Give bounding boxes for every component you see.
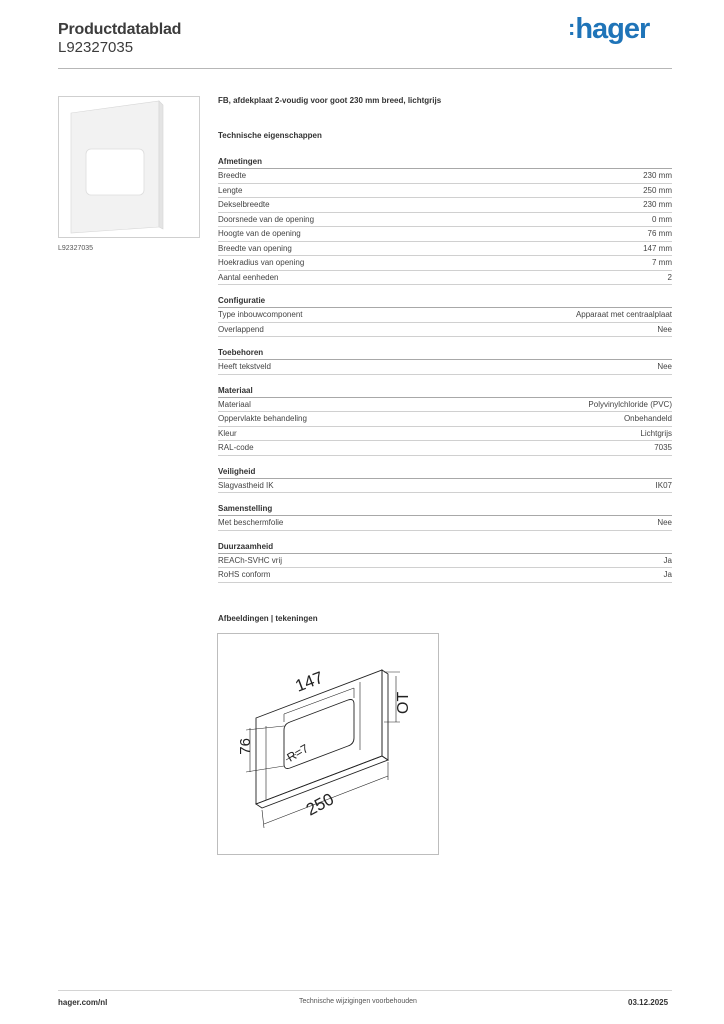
spec-row <box>218 360 672 375</box>
spec-label: Type inbouwcomponent <box>218 310 303 319</box>
spec-value: 0 mm <box>652 214 672 224</box>
spec-row <box>218 554 672 569</box>
spec-row <box>218 412 672 427</box>
spec-section <box>218 347 672 375</box>
dimension-drawing <box>218 634 438 854</box>
spec-value: IK07 <box>655 480 672 490</box>
document-title: Productdatablad <box>58 21 182 38</box>
spec-section-title: Configuratie <box>218 295 672 308</box>
footer-divider <box>58 990 672 991</box>
spec-label: Lengte <box>218 185 243 195</box>
spec-label: Materiaal <box>218 399 251 409</box>
spec-value: Apparaat met centraalplaat <box>575 310 672 319</box>
spec-row <box>218 184 672 199</box>
cover-plate-image <box>59 97 199 237</box>
logo-colon-icon: : <box>568 15 575 40</box>
product-thumbnail <box>58 96 200 238</box>
spec-row <box>218 479 672 494</box>
thumbnail-caption: L92327035 <box>58 245 94 252</box>
spec-value: 76 mm <box>647 229 672 238</box>
logo-text: hager <box>575 13 650 45</box>
spec-label: Heeft tekstveld <box>218 362 271 371</box>
spec-row <box>218 441 672 456</box>
dim-ot-label: OT <box>395 691 412 714</box>
spec-row <box>218 242 672 257</box>
spec-label: Met beschermfolie <box>218 518 284 527</box>
spec-label: Oppervlakte behandeling <box>218 414 307 423</box>
footer-disclaimer: Technische wijzigingen voorbehouden <box>299 998 417 1005</box>
footer-website-link[interactable]: hager.com/nl <box>58 998 108 1007</box>
dim-length-label: 250 <box>302 789 337 820</box>
spec-label: Aantal eenheden <box>218 272 279 282</box>
product-code: L92327035 <box>58 39 134 56</box>
spec-value: Nee <box>657 324 672 334</box>
dim-radius-label: R=7 <box>284 741 311 765</box>
footer-date: 03.12.2025 <box>628 998 669 1007</box>
spec-section-title: Duurzaamheid <box>218 541 672 554</box>
spec-value: 147 mm <box>643 243 672 253</box>
technical-properties-heading: Technische eigenschappen <box>218 131 322 140</box>
technical-drawing <box>217 633 439 855</box>
spec-row <box>218 256 672 271</box>
spec-row <box>218 398 672 413</box>
spec-section-title: Veiligheid <box>218 466 672 479</box>
spec-row <box>218 516 672 531</box>
spec-row <box>218 427 672 442</box>
header-divider <box>58 68 672 69</box>
spec-label: RoHS conform <box>218 570 271 579</box>
spec-value: 2 <box>667 272 672 282</box>
spec-section-title: Materiaal <box>218 385 672 398</box>
spec-value: 230 mm <box>643 200 672 209</box>
spec-label: REACh-SVHC vrij <box>218 555 283 565</box>
spec-label: Kleur <box>218 428 237 438</box>
spec-value: Ja <box>663 570 672 579</box>
spec-row <box>218 198 672 213</box>
spec-label: Breedte van opening <box>218 243 292 253</box>
spec-section <box>218 295 672 337</box>
spec-value: 7 mm <box>652 258 672 267</box>
images-heading: Afbeeldingen | tekeningen <box>218 614 318 623</box>
spec-section-title: Toebehoren <box>218 347 672 360</box>
spec-label: Dekselbreedte <box>218 200 270 209</box>
spec-value: Polyvinylchloride (PVC) <box>588 399 672 409</box>
spec-label: Doorsnede van de opening <box>218 214 315 224</box>
spec-value: Nee <box>657 518 672 527</box>
spec-label: Breedte <box>218 171 247 180</box>
spec-section <box>218 385 672 456</box>
product-description: FB, afdekplaat 2-voudig voor goot 230 mm breed, lichtgrijs <box>218 96 442 105</box>
spec-section-title: Samenstelling <box>218 503 672 516</box>
spec-row <box>218 271 672 286</box>
spec-section <box>218 156 672 285</box>
spec-section <box>218 503 672 531</box>
spec-label: Slagvastheid IK <box>218 480 274 490</box>
spec-value: Onbehandeld <box>623 414 672 423</box>
spec-label: RAL-code <box>218 443 254 452</box>
spec-row <box>218 568 672 583</box>
hager-logo <box>568 13 649 46</box>
spec-label: Overlappend <box>218 324 264 334</box>
spec-value: Ja <box>663 555 672 565</box>
spec-label: Hoogte van de opening <box>218 229 301 238</box>
spec-value: Nee <box>657 362 672 371</box>
spec-value: 250 mm <box>643 185 672 195</box>
spec-section <box>218 466 672 494</box>
spec-section-title: Afmetingen <box>218 156 672 169</box>
spec-row <box>218 169 672 184</box>
dim-height-label: 76 <box>237 738 254 755</box>
spec-value: 7035 <box>654 443 672 452</box>
spec-row <box>218 323 672 338</box>
spec-row <box>218 213 672 228</box>
dim-width-label: 147 <box>292 667 326 696</box>
spec-row <box>218 308 672 323</box>
spec-value: 230 mm <box>643 171 672 180</box>
spec-label: Hoekradius van opening <box>218 258 305 267</box>
spec-section <box>218 541 672 583</box>
spec-value: Lichtgrijs <box>640 428 672 438</box>
spec-row <box>218 227 672 242</box>
specifications <box>218 156 672 593</box>
